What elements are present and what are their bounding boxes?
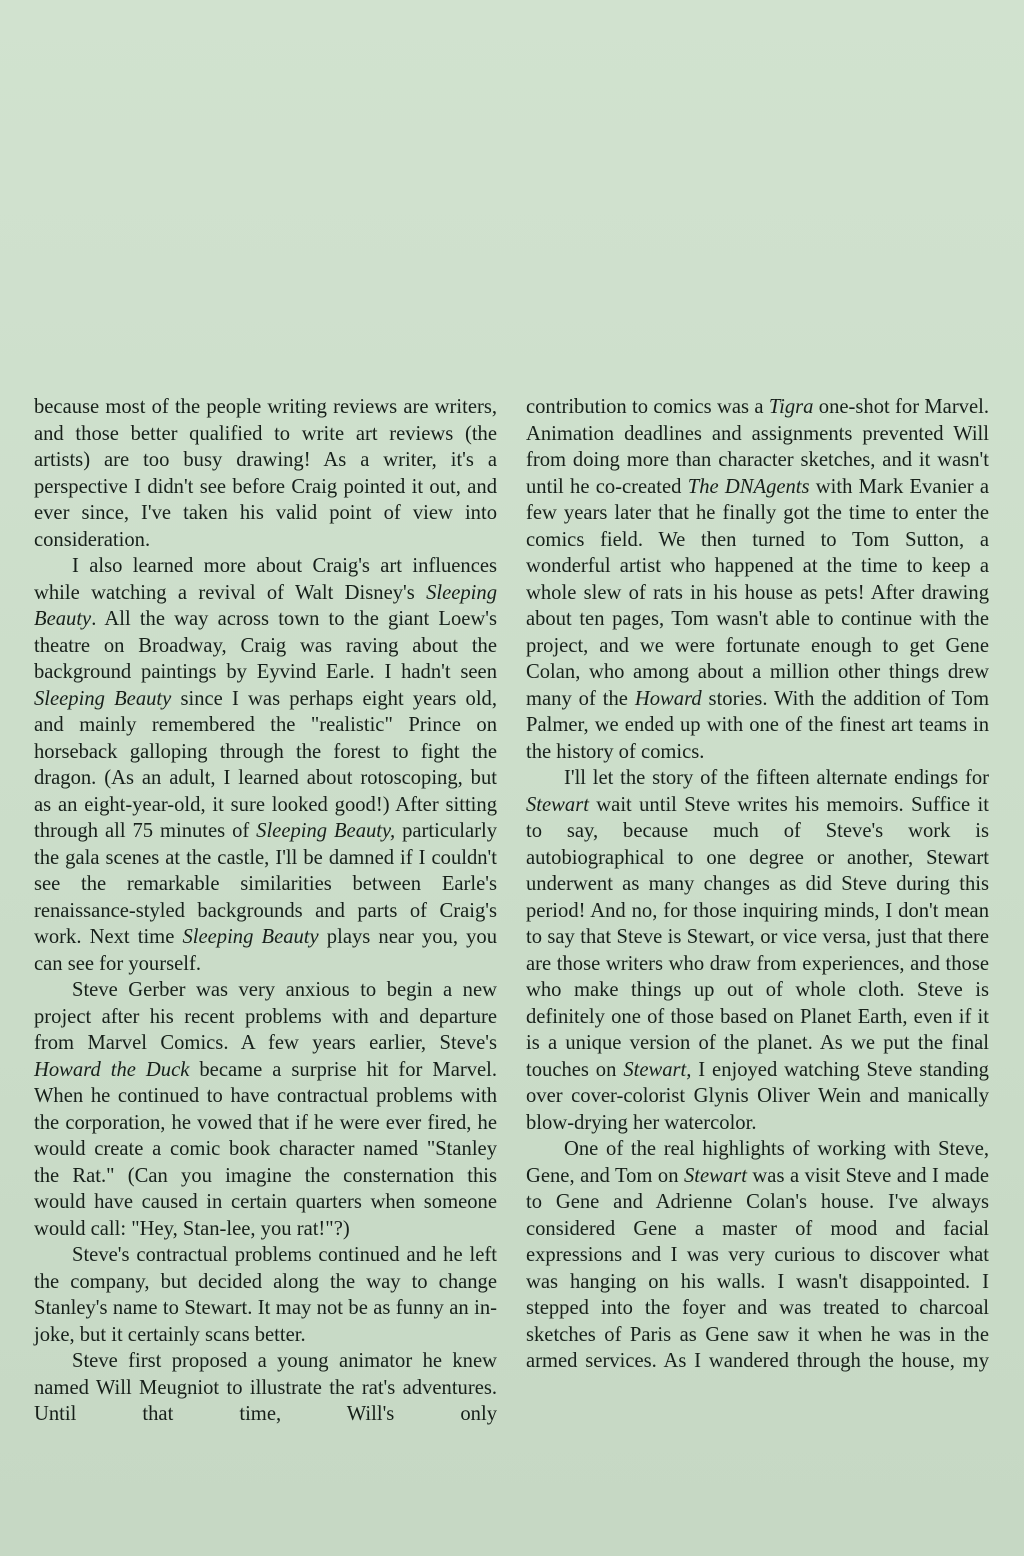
paragraph: I also learned more about Craig's art influences while watching a revival of Walt Disney's Sleeping Beauty. All the way across town to the giant Loew's theatre on Broadway, Craig was raving about the background paintings by Eyvind Earle. I hadn't seen Sleeping Beauty since I was perhaps eight years old, and mainly remembered the "realistic" Prince on horseback galloping through the forest to fight the dragon. (As an adult, I learned about rotoscoping, but as an eight-year-old, it sure looked good!) After sitting through all 75 minutes of Sleeping Beauty, particularly the gala scenes at the castle, I'll be damned if I couldn't see the remarkable similarities between Earle's renaissance-styled backgrounds and parts of Craig's work. Next time Sleeping Beauty plays near you, you can see for yourself.: [34, 555, 497, 975]
paragraph: One of the real highlights of working with Steve, Gene, and Tom on Stewart was a visit Steve and I made to Gene and Adrienne Colan's house. I've always considered Gene a master of mood and facial expressions and I was very curious to discover what was hanging on his walls. I wasn't disappointed. I stepped into the foyer and was treated to charcoal sketches of Paris as Gene saw it when he was in the armed services. As I wandered through the house, my: [526, 1138, 989, 1372]
right-text-column: [526, 394, 989, 1375]
paragraph: I'll let the story of the fifteen alternate endings for Stewart wait until Steve writes his memoirs. Suffice it to say, because much of Steve's work is autobiographical to one degree or another, Stewart underwent as many changes as did Steve during this period! And no, for those inquiring minds, I don't mean to say that Steve is Stewart, or vice versa, just that there are those writers who draw from experiences, and those who make things up out of whole cloth. Steve is definitely one of those based on Planet Earth, even if it is a unique version of the planet. As we put the final touches on Stewart, I enjoyed watching Steve standing over cover-colorist Glynis Oliver Wein and manically blow-drying her watercolor.: [526, 767, 989, 1134]
paragraph: Steve's contractual problems continued and he left the company, but decided along the way to change Stanley's name to Stewart. It may not be as funny an in-joke, but it certainly scans better.: [34, 1244, 497, 1346]
paragraph: contribution to comics was a Tigra one-shot for Marvel. Animation deadlines and assignments prevented Will from doing more than character sketches, and it wasn't until he co-created The DNAgents with Mark Evanier a few years later that he finally got the time to enter the comics field. We then turned to Tom Sutton, a wonderful artist who happened at the time to keep a whole slew of rats in his house as pets! After drawing about ten pages, Tom wasn't able to continue with the project, and we were fortunate enough to get Gene Colan, who among about a million other things drew many of the Howard stories. With the addition of Tom Palmer, we ended up with one of the finest art teams in the history of comics.: [526, 396, 990, 763]
paragraph: Steve Gerber was very anxious to begin a new project after his recent problems with and departure from Marvel Comics. A few years earlier, Steve's Howard the Duck became a surprise hit for Marvel. When he continued to have contractual problems with the corporation, he vowed that if he were ever fired, he would create a comic book character named "Stanley the Rat." (Can you imagine the consternation this would have caused in certain quarters when someone would call: "Hey, Stan-lee, you rat!"?): [34, 979, 497, 1240]
paragraph: because most of the people writing reviews are writers, and those better qualified to write art reviews (the artists) are too busy drawing! As a writer, it's a perspective I didn't see before Craig pointed it out, and ever since, I've taken his valid point of view into consideration.: [34, 396, 497, 551]
paragraph: Steve first proposed a young animator he knew named Will Meugniot to illustrate the rat's adventures. Until that time, Will's only: [34, 1350, 497, 1425]
left-text-column: [34, 394, 497, 1428]
